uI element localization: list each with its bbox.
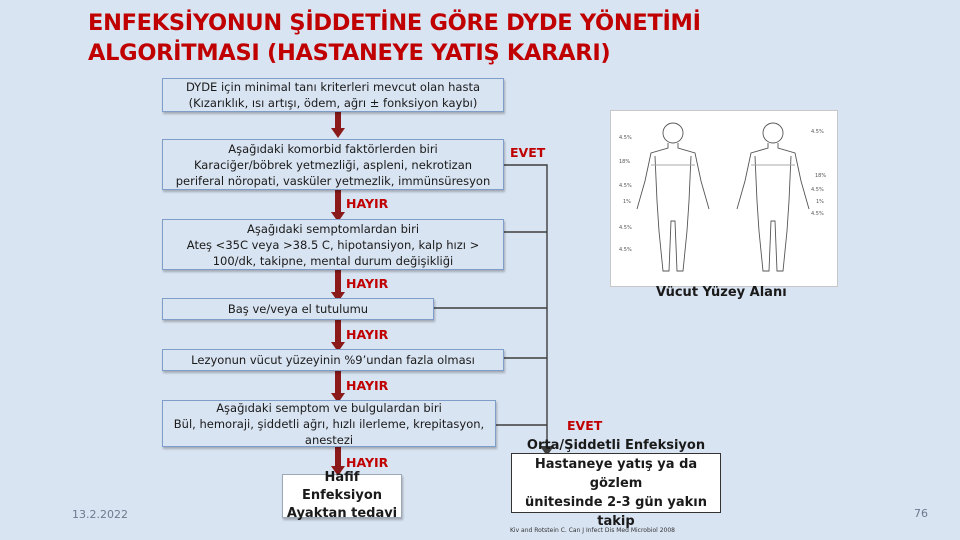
comorbid-line-1: Aşağıdaki komorbid faktörlerden biri [228, 141, 438, 156]
footer-date: 13.2.2022 [72, 508, 128, 521]
symptoms-line-3: 100/dk, takipne, mental durum değişikliği [212, 253, 454, 268]
no-label-signs: HAYIR [346, 455, 389, 470]
signs-line-1: Aşağıdaki semptom ve bulgulardan biri [216, 400, 442, 415]
mild-line-1: Hafif Enfeksiyon [301, 470, 383, 503]
mild-line-2: Ayaktan tedavi [286, 506, 398, 521]
severe-line-2: Hastaneye yatış ya da gözlem [534, 456, 698, 491]
comorbid-line-2: Karaciğer/böbrek yetmezliği, aspleni, nekrotizan [193, 157, 473, 172]
mild-infection-box [282, 470, 402, 521]
page-number: 76 [914, 507, 928, 520]
title-line-1: ENFEKSİYONUN ŞİDDETİNE GÖRE DYDE YÖNETİMİ [88, 10, 701, 36]
start-line-1: DYDE için minimal tanı kriterleri mevcut olan hasta [185, 80, 481, 94]
fig-label-r2: 18% [815, 173, 827, 179]
lesion-box [162, 349, 504, 371]
fig-label-l2: 18% [619, 159, 631, 165]
no-label-lesion: HAYIR [346, 378, 389, 393]
signs-line-2: Bül, hemoraji, şiddetli ağrı, hızlı ilerleme, krepitasyon, [173, 416, 485, 431]
symptoms-line-1: Aşağıdaki semptomlardan biri [246, 221, 420, 236]
figure-caption: Vücut Yüzey Alanı [656, 285, 787, 300]
no-label-comorbid: HAYIR [346, 196, 389, 211]
fig-label-l6: 4.5% [619, 247, 632, 253]
fig-label-r4: 1% [816, 199, 824, 205]
head-hand-box [162, 298, 434, 320]
fig-label-l1: 4.5% [619, 135, 632, 141]
signs-box [162, 400, 496, 447]
body-outline-illustration [611, 111, 837, 286]
yes-label-bottom: EVET [567, 418, 603, 433]
body-surface-figure [610, 110, 838, 287]
comorbid-line-3: periferal nöropati, vasküler yetmezlik, immünsüresyon [175, 173, 491, 188]
start-line-2: (Kızarıklık, ısı artışı, ödem, ağrı ± fonksiyon kaybı) [188, 96, 478, 110]
fig-label-l3: 4.5% [619, 183, 632, 189]
no-label-headhand: HAYIR [346, 327, 389, 342]
severe-line-3: ünitesinde 2-3 gün yakın takip [524, 494, 708, 529]
fig-label-r1: 4.5% [811, 129, 824, 135]
signs-line-3: anestezi [304, 432, 354, 447]
severe-line-1: Orta/Şiddetli Enfeksiyon [526, 437, 706, 453]
fig-label-r3: 4.5% [811, 187, 824, 193]
symptoms-box [162, 219, 504, 270]
lesion-label: Lezyonun vücut yüzeyinin %9’undan fazla olması [191, 353, 475, 367]
comorbid-box [162, 139, 504, 190]
title-line-2: ALGORİTMASI (HASTANEYE YATIŞ KARARI) [88, 40, 611, 66]
footer-reference: Kiv and Rotstein C. Can J Infect Dis Med Microbiol 2008 [510, 527, 675, 534]
fig-label-l4: 1% [623, 199, 631, 205]
fig-label-l5: 4.5% [619, 225, 632, 231]
yes-label-top: EVET [510, 145, 546, 160]
symptoms-line-2: Ateş <35C veya >38.5 C, hipotansiyon, kalp hızı > [186, 237, 480, 252]
severe-infection-box [511, 437, 721, 529]
start-box [162, 78, 504, 112]
head-hand-label: Baş ve/veya el tutulumu [227, 302, 369, 316]
fig-label-r5: 4.5% [811, 211, 824, 217]
no-label-symptoms: HAYIR [346, 276, 389, 291]
